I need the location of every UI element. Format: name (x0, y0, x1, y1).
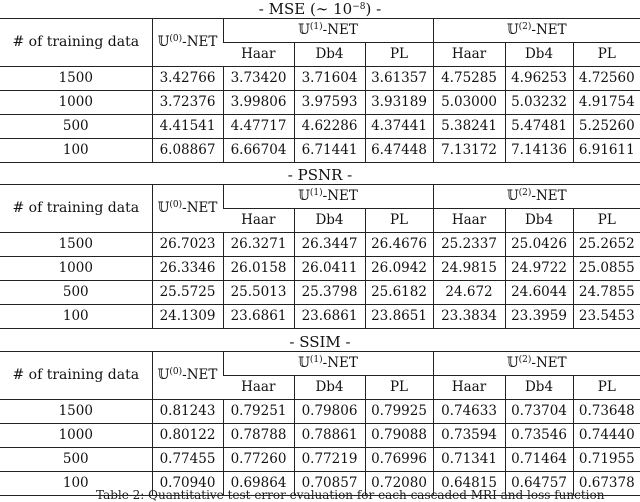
row-header: # of training data (0, 185, 152, 233)
training-size-cell: 100 (0, 305, 152, 329)
value-cell: 5.47481 (505, 115, 573, 139)
group-header-u1: 𝕌$^{(1)}$-NET (223, 19, 433, 43)
training-size-cell: 1000 (0, 424, 152, 448)
value-cell: 0.79088 (365, 424, 433, 448)
value-cell: 0.77260 (223, 448, 294, 472)
value-cell: 25.5725 (152, 281, 223, 305)
value-cell: 4.91754 (573, 91, 640, 115)
training-size-cell: 1500 (0, 67, 152, 91)
value-cell: 0.74633 (433, 400, 505, 424)
value-cell: 23.8651 (365, 305, 433, 329)
value-cell: 23.3834 (433, 305, 505, 329)
training-size-cell: 100 (0, 472, 152, 496)
subcol-header: Haar (223, 43, 294, 67)
training-size-cell: 1000 (0, 91, 152, 115)
value-cell: 24.9722 (505, 257, 573, 281)
table-row (0, 233, 640, 257)
value-cell: 25.5013 (223, 281, 294, 305)
value-cell: 4.75285 (433, 67, 505, 91)
table-row (0, 257, 640, 281)
value-cell: 4.96253 (505, 67, 573, 91)
value-cell: 0.71955 (573, 448, 640, 472)
value-cell: 0.78788 (223, 424, 294, 448)
block-title: - SSIM - (289, 333, 351, 351)
metrics-table (0, 184, 640, 329)
value-cell: 23.6861 (223, 305, 294, 329)
value-cell: 24.6044 (505, 281, 573, 305)
value-cell: 5.25260 (573, 115, 640, 139)
value-cell: 0.71341 (433, 448, 505, 472)
group-header-u2: 𝕌$^{(2)}$-NET (433, 19, 640, 43)
value-cell: 23.5453 (573, 305, 640, 329)
group-header-u0: 𝕌$^{(0)}$-NET (152, 19, 223, 67)
subcol-header: PL (365, 376, 433, 400)
value-cell: 3.99806 (223, 91, 294, 115)
table-row (0, 139, 640, 163)
value-cell: 0.73704 (505, 400, 573, 424)
value-cell: 0.69864 (223, 472, 294, 496)
metrics-table (0, 18, 640, 163)
value-cell: 24.7855 (573, 281, 640, 305)
value-cell: 0.76996 (365, 448, 433, 472)
value-cell: 0.71464 (505, 448, 573, 472)
value-cell: 0.73594 (433, 424, 505, 448)
value-cell: 0.79925 (365, 400, 433, 424)
subcol-header: Haar (223, 209, 294, 233)
value-cell: 0.70940 (152, 472, 223, 496)
metrics-table (0, 351, 640, 496)
value-cell: 25.0855 (573, 257, 640, 281)
value-cell: 7.14136 (505, 139, 573, 163)
block-title: - PSNR - (287, 166, 353, 184)
value-cell: 4.47717 (223, 115, 294, 139)
value-cell: 4.72560 (573, 67, 640, 91)
value-cell: 26.4676 (365, 233, 433, 257)
value-cell: 0.79806 (294, 400, 365, 424)
value-cell: 0.73648 (573, 400, 640, 424)
value-cell: 0.80122 (152, 424, 223, 448)
subcol-header: PL (573, 43, 640, 67)
subcol-header: Db4 (505, 209, 573, 233)
value-cell: 25.0426 (505, 233, 573, 257)
value-cell: 26.3346 (152, 257, 223, 281)
value-cell: 24.9815 (433, 257, 505, 281)
value-cell: 0.77219 (294, 448, 365, 472)
subcol-header: PL (573, 376, 640, 400)
value-cell: 26.3271 (223, 233, 294, 257)
group-header-u0: 𝕌$^{(0)}$-NET (152, 352, 223, 400)
value-cell: 3.61357 (365, 67, 433, 91)
group-header-u1: 𝕌$^{(1)}$-NET (223, 185, 433, 209)
subcol-header: Db4 (505, 376, 573, 400)
value-cell: 0.74440 (573, 424, 640, 448)
training-size-cell: 1500 (0, 400, 152, 424)
training-size-cell: 1500 (0, 233, 152, 257)
value-cell: 6.66704 (223, 139, 294, 163)
subcol-header: Db4 (294, 209, 365, 233)
subcol-header: PL (365, 43, 433, 67)
value-cell: 23.6861 (294, 305, 365, 329)
table-row (0, 91, 640, 115)
value-cell: 26.0158 (223, 257, 294, 281)
subcol-header: PL (365, 209, 433, 233)
value-cell: 3.42766 (152, 67, 223, 91)
value-cell: 0.64757 (505, 472, 573, 496)
value-cell: 7.13172 (433, 139, 505, 163)
value-cell: 0.70857 (294, 472, 365, 496)
value-cell: 6.91611 (573, 139, 640, 163)
value-cell: 5.03232 (505, 91, 573, 115)
value-cell: 25.2337 (433, 233, 505, 257)
subcol-header: Db4 (505, 43, 573, 67)
group-header-u2: 𝕌$^{(2)}$-NET (433, 185, 640, 209)
value-cell: 0.81243 (152, 400, 223, 424)
table-row (0, 424, 640, 448)
group-header-u1: 𝕌$^{(1)}$-NET (223, 352, 433, 376)
value-cell: 4.62286 (294, 115, 365, 139)
subcol-header: Db4 (294, 376, 365, 400)
value-cell: 5.03000 (433, 91, 505, 115)
row-header: # of training data (0, 352, 152, 400)
value-cell: 25.6182 (365, 281, 433, 305)
subcol-header: PL (573, 209, 640, 233)
value-cell: 0.72080 (365, 472, 433, 496)
value-cell: 4.41541 (152, 115, 223, 139)
value-cell: 0.78861 (294, 424, 365, 448)
training-size-cell: 1000 (0, 257, 152, 281)
value-cell: 6.47448 (365, 139, 433, 163)
value-cell: 3.72376 (152, 91, 223, 115)
value-cell: 4.37441 (365, 115, 433, 139)
value-cell: 24.1309 (152, 305, 223, 329)
table-row (0, 67, 640, 91)
value-cell: 3.93189 (365, 91, 433, 115)
value-cell: 6.71441 (294, 139, 365, 163)
value-cell: 25.2652 (573, 233, 640, 257)
table-caption: Table 2: Quantitative test error evaluation for each cascaded MRI and loss function (96, 488, 605, 502)
value-cell: 3.71604 (294, 67, 365, 91)
value-cell: 6.08867 (152, 139, 223, 163)
row-header: # of training data (0, 19, 152, 67)
value-cell: 0.77455 (152, 448, 223, 472)
block-title: - MSE (∼ $10^{-8}$) - (258, 0, 382, 18)
subcol-header: Db4 (294, 43, 365, 67)
table-row (0, 448, 640, 472)
value-cell: 5.38241 (433, 115, 505, 139)
value-cell: 0.64815 (433, 472, 505, 496)
group-header-u2: 𝕌$^{(2)}$-NET (433, 352, 640, 376)
value-cell: 24.672 (433, 281, 505, 305)
value-cell: 26.7023 (152, 233, 223, 257)
value-cell: 23.3959 (505, 305, 573, 329)
value-cell: 25.3798 (294, 281, 365, 305)
value-cell: 0.79251 (223, 400, 294, 424)
subcol-header: Haar (433, 43, 505, 67)
table-row (0, 305, 640, 329)
table-row (0, 115, 640, 139)
value-cell: 0.73546 (505, 424, 573, 448)
value-cell: 0.67378 (573, 472, 640, 496)
value-cell: 26.0942 (365, 257, 433, 281)
training-size-cell: 100 (0, 139, 152, 163)
training-size-cell: 500 (0, 281, 152, 305)
training-size-cell: 500 (0, 115, 152, 139)
group-header-u0: 𝕌$^{(0)}$-NET (152, 185, 223, 233)
value-cell: 26.0411 (294, 257, 365, 281)
subcol-header: Haar (223, 376, 294, 400)
subcol-header: Haar (433, 376, 505, 400)
value-cell: 3.73420 (223, 67, 294, 91)
value-cell: 26.3447 (294, 233, 365, 257)
value-cell: 3.97593 (294, 91, 365, 115)
table-row (0, 281, 640, 305)
subcol-header: Haar (433, 209, 505, 233)
training-size-cell: 500 (0, 448, 152, 472)
table-row (0, 400, 640, 424)
